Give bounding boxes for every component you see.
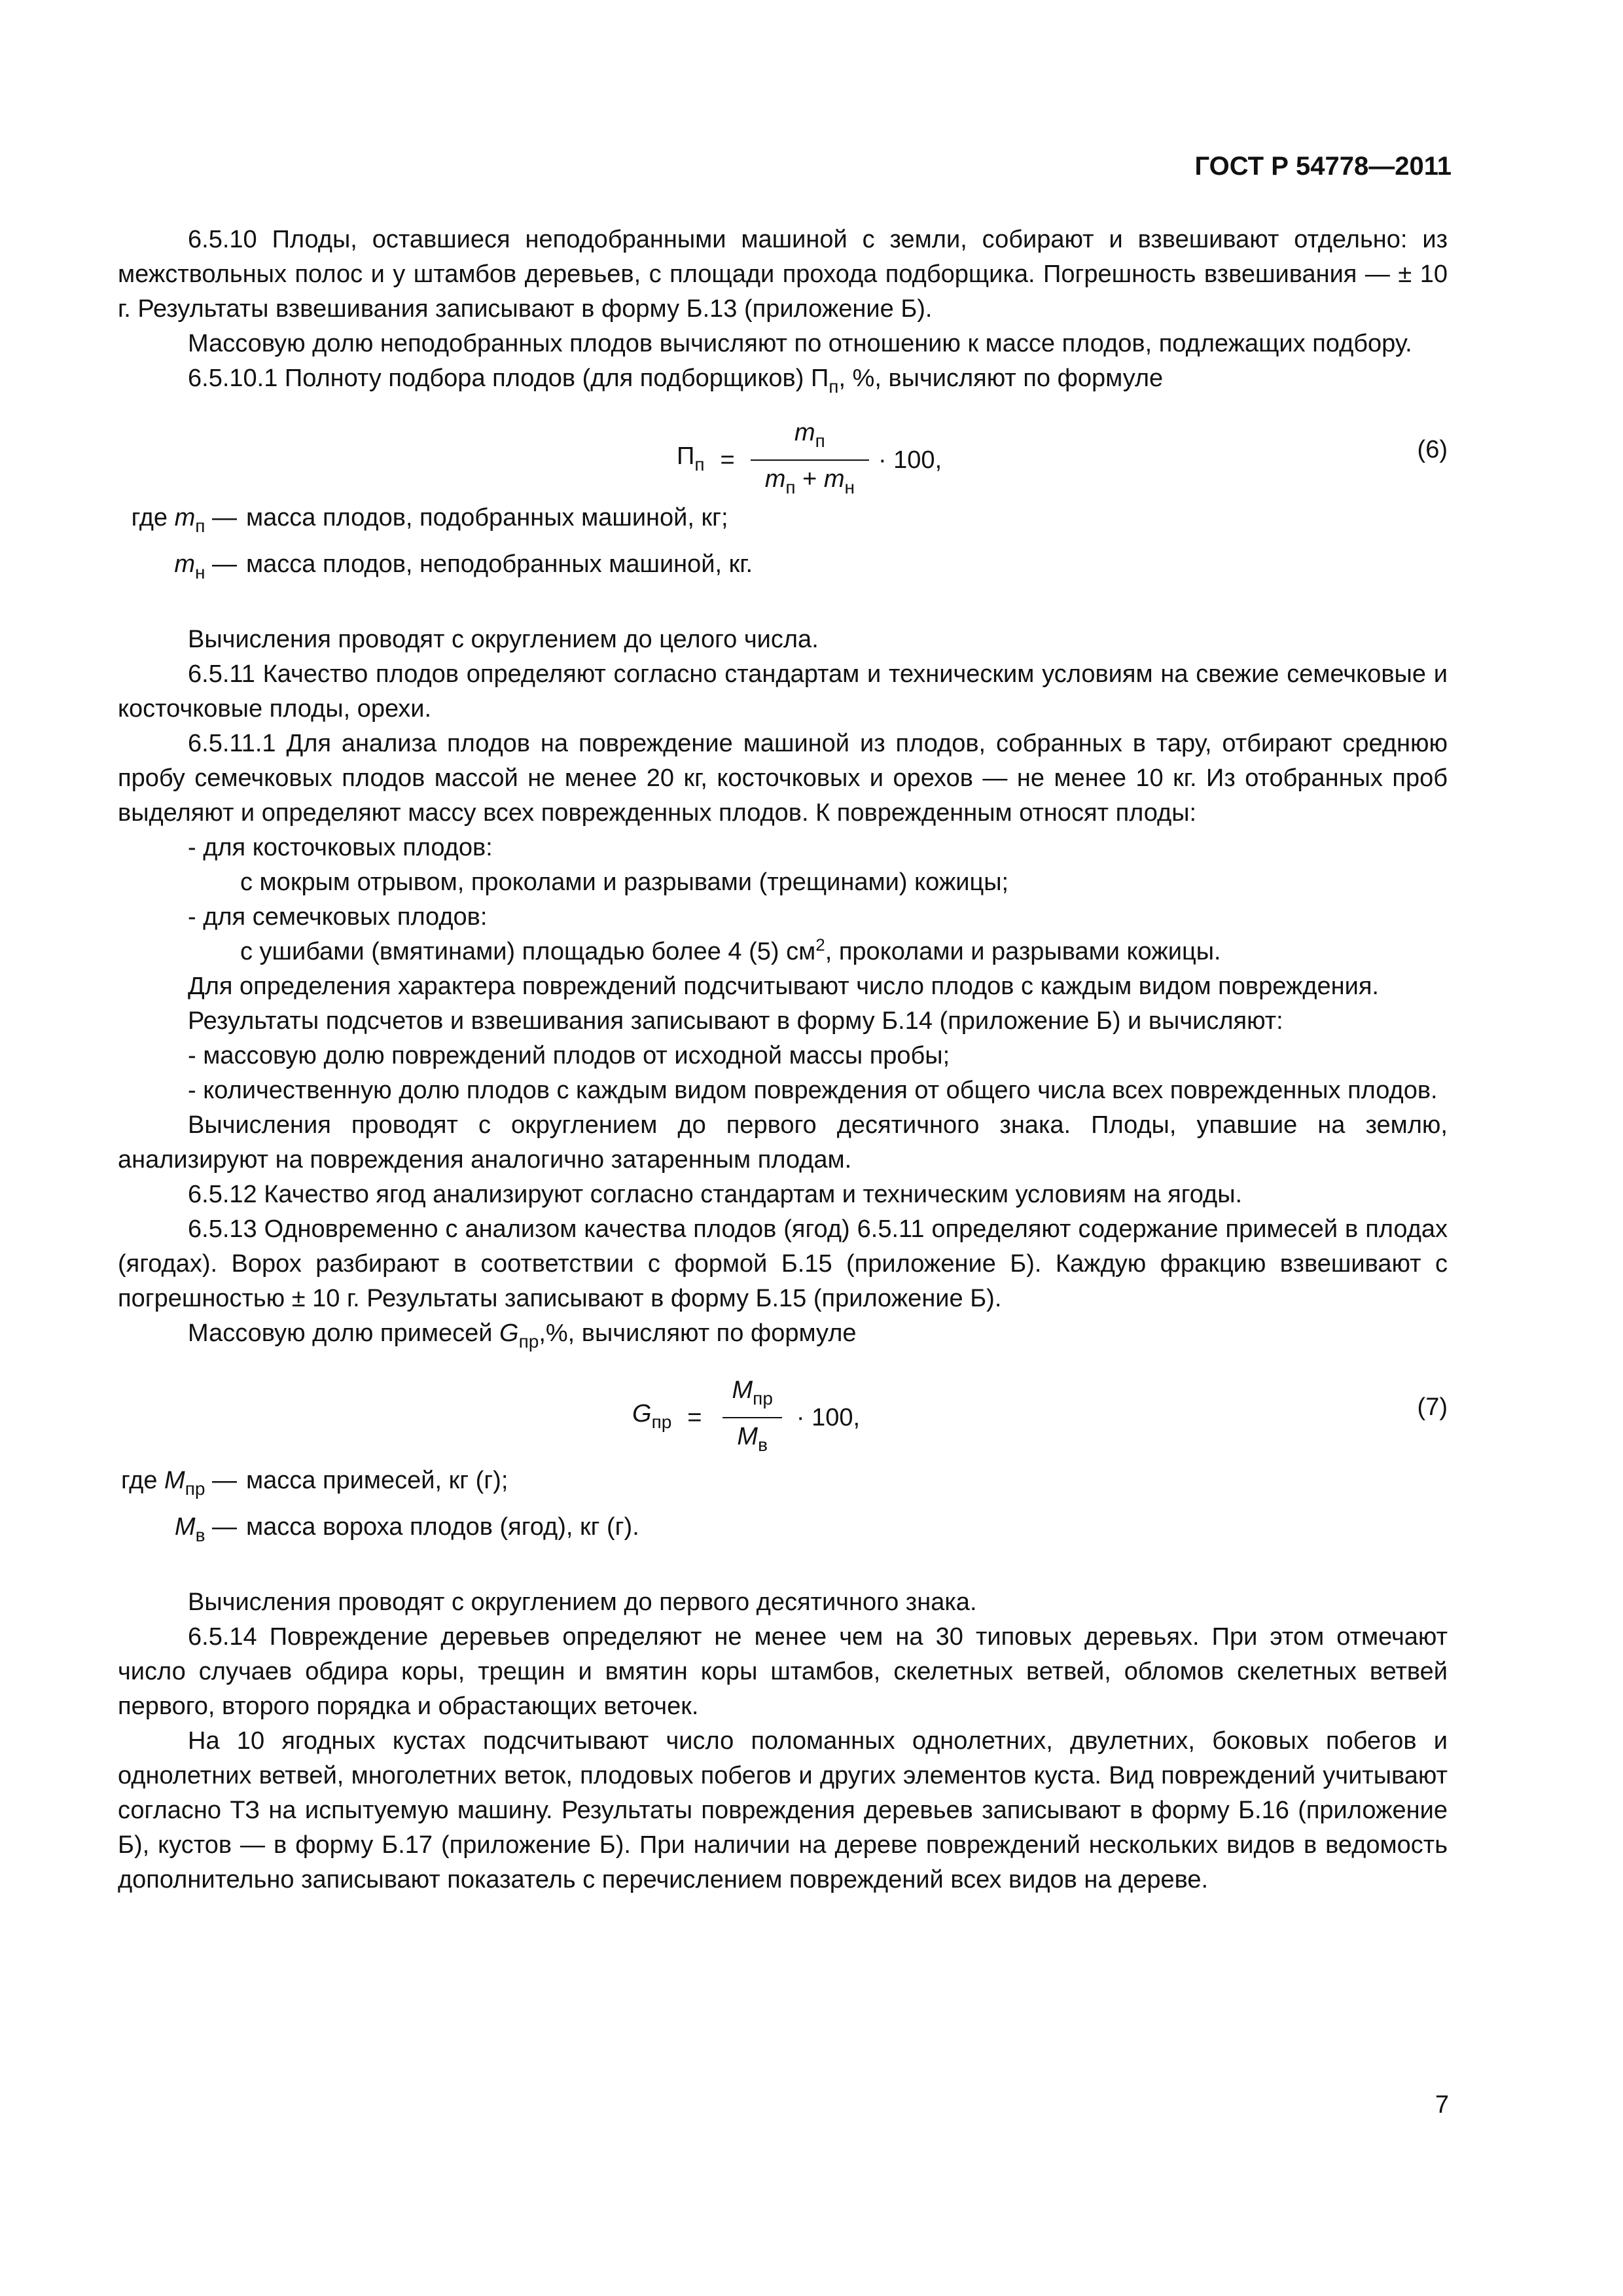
list-subitem [118, 935, 1448, 969]
symbol: M [737, 1423, 758, 1450]
paragraph-6-5-11-1: 6.5.11.1 Для анализа плодов на повреждение машиной из плодов, собранных в тару, отбирают среднюю пробу семечковых плодов массой не менее 20 кг, косточковых и орехов — не менее 10 кг. Из отобранных проб выделяют и определяют массу всех поврежденных плодов. К поврежденным относят плоды: [118, 730, 1448, 827]
formula-6-legend [118, 501, 1448, 590]
list-item: - количественную долю плодов с каждым видом повреждения от общего числа всех поврежденных плодов. [188, 1077, 1438, 1104]
equals-sign: = [687, 1403, 702, 1431]
paragraph-results-b14: Результаты подсчетов и взвешивания записывают в форму Б.14 (приложение Б) и вычисляют: [188, 1007, 1283, 1035]
symbol: M [164, 1467, 185, 1494]
symbol: m [174, 504, 196, 531]
subscript: п [815, 431, 825, 451]
symbol: G [499, 1319, 519, 1347]
list-item: - для косточковых плодов: [188, 834, 493, 861]
legend-symbol [118, 1510, 246, 1552]
dash: — [212, 1513, 237, 1541]
paragraph-6-5-10: 6.5.10 Плоды, оставшиеся неподобранными машиной с земли, собирают и взвешивают отдельно: из межствольных полос и у штамбов деревьев, с площади прохода подборщика. Погрешность взвешивания — ± 10 г. Результаты взвешивания записывают в форму Б.13 (приложение Б). [118, 226, 1448, 323]
multiplier: · 100, [878, 446, 942, 474]
legend-symbol [118, 547, 246, 590]
multiplier: · 100, [796, 1403, 861, 1431]
legend-description: масса примесей, кг (г); [246, 1467, 508, 1494]
where-word: где [131, 504, 175, 531]
text: , %, вычисляют по формуле [838, 365, 1164, 392]
formula-6-expression [677, 418, 942, 502]
subscript: пр [518, 1331, 539, 1352]
paragraph-6-5-13: 6.5.13 Одновременно с анализом качества плодов (ягод) 6.5.11 определяют содержание примесей в плодах (ягодах). Ворох разбирают в соответствии с формой Б.15 (приложение Б). Каждую фракцию взвешивают с погрешностью ± 10 г. Результаты записывают в форму Б.15 (приложение Б). [118, 1215, 1448, 1312]
subscript: п [195, 516, 205, 536]
symbol: G [632, 1399, 652, 1427]
legend-symbol [118, 501, 246, 543]
paragraph-6-5-14: 6.5.14 Повреждение деревьев определяют не менее чем на 30 типовых деревьях. При этом отмечают число случаев обдира коры, трещин и вмятин коры штамбов, скелетных ветвей, обломов скелетных ветвей первого, второго порядка и обрастающих веточек. [118, 1623, 1448, 1720]
subscript: пр [753, 1388, 773, 1408]
fraction [751, 418, 869, 502]
fraction-numerator [780, 418, 840, 459]
dash: — [212, 1467, 237, 1494]
equation-number-7: (7) [1417, 1393, 1448, 1421]
formula-7 [118, 1359, 1448, 1457]
where-word: где [121, 1467, 165, 1494]
legend-description: масса плодов, подобранных машиной, кг; [246, 504, 728, 531]
paragraph-6-5-12: 6.5.12 Качество ягод анализируют согласно стандартам и техническим условиям на ягоды. [188, 1181, 1243, 1208]
text: Массовую долю примесей [188, 1319, 500, 1347]
dash: — [212, 504, 237, 531]
text: с ушибами (вмятинами) площадью более 4 (5) см [240, 938, 816, 965]
subscript: п [694, 454, 705, 475]
paragraph-unpicked-share: Массовую долю неподобранных плодов вычисляют по отношению к массе плодов, подлежащих подбору. [188, 330, 1412, 357]
paragraph-rounding-integer: Вычисления проводят с округлением до целого числа. [188, 626, 819, 653]
page-body [118, 223, 1448, 1897]
plus-sign: + [795, 465, 824, 493]
subscript: н [194, 562, 205, 583]
text: , проколами и разрывами кожицы. [825, 938, 1221, 965]
subscript: пр [651, 1411, 672, 1432]
formula-6-lhs [677, 439, 704, 482]
fraction-numerator [718, 1376, 787, 1417]
legend-symbol [118, 1463, 246, 1506]
symbol: m [794, 419, 815, 446]
subscript: в [195, 1525, 205, 1545]
equals-sign: = [720, 446, 735, 474]
paragraph-damage-types: Для определения характера повреждений подсчитывают число плодов с каждым видом повреждения. [188, 973, 1379, 1000]
formula-6 [118, 404, 1448, 497]
subscript: пр [185, 1479, 205, 1499]
subscript: п [829, 376, 839, 397]
page-number: 7 [1435, 2091, 1449, 2119]
list-subitem: с мокрым отрывом, проколами и разрывами (трещинами) кожицы; [240, 869, 1009, 896]
paragraph-6-5-10-1 [118, 361, 1448, 404]
dash: — [212, 550, 237, 578]
superscript: 2 [815, 935, 825, 955]
formula-7-lhs [632, 1397, 671, 1439]
symbol: m [764, 465, 786, 493]
legend-description: масса плодов, неподобранных машиной, кг. [246, 550, 753, 578]
formula-7-legend [118, 1463, 1448, 1552]
symbol: П [677, 442, 695, 470]
text: ,%, вычисляют по формуле [539, 1319, 857, 1347]
subscript: п [785, 477, 796, 497]
formula-7-expression [632, 1376, 860, 1460]
text: 6.5.10.1 Полноту подбора плодов (для подборщиков) П [188, 365, 829, 392]
paragraph-impurities-share [118, 1316, 1448, 1359]
paragraph-berry-bushes: На 10 ягодных кустах подсчитывают число поломанных однолетних, двулетних, боковых побегов и однолетних ветвей, многолетних веток, плодовых побегов и других элементов куста. Вид повреждений учитывают согласно ТЗ на испытуемую машину. Результаты повреждения деревьев записывают в форму Б.16 (приложение Б), кустов — в форму Б.17 (приложение Б). При наличии на дереве повреждений нескольких видов в ведомость дополнительно записывают показатель с перечислением повреждений всех видов на дереве. [118, 1727, 1448, 1893]
paragraph-rounding-decimal-2: Вычисления проводят с округлением до первого десятичного знака. [188, 1588, 977, 1616]
subscript: в [758, 1435, 768, 1455]
legend-description: масса вороха плодов (ягод), кг (г). [246, 1513, 639, 1541]
symbol: M [174, 1513, 196, 1541]
fraction-denominator [722, 1417, 782, 1460]
list-item: - массовую долю повреждений плодов от исходной массы пробы; [188, 1042, 950, 1069]
paragraph-6-5-11: 6.5.11 Качество плодов определяют согласно стандартам и техническим условиям на свежие семечковые и косточковые плоды, орехи. [118, 660, 1448, 723]
subscript: н [844, 477, 855, 497]
symbol: m [823, 465, 845, 493]
symbol: M [732, 1376, 753, 1404]
fraction-denominator [751, 459, 869, 502]
fraction [718, 1376, 787, 1460]
list-item: - для семечковых плодов: [188, 903, 488, 931]
document-code-header: ГОСТ Р 54778—2011 [1194, 152, 1452, 181]
equation-number-6: (6) [1417, 436, 1448, 463]
paragraph-rounding-decimal: Вычисления проводят с округлением до первого десятичного знака. Плоды, упавшие на землю, анализируют на повреждения аналогично затаренным плодам. [118, 1111, 1448, 1174]
symbol: m [174, 550, 195, 578]
